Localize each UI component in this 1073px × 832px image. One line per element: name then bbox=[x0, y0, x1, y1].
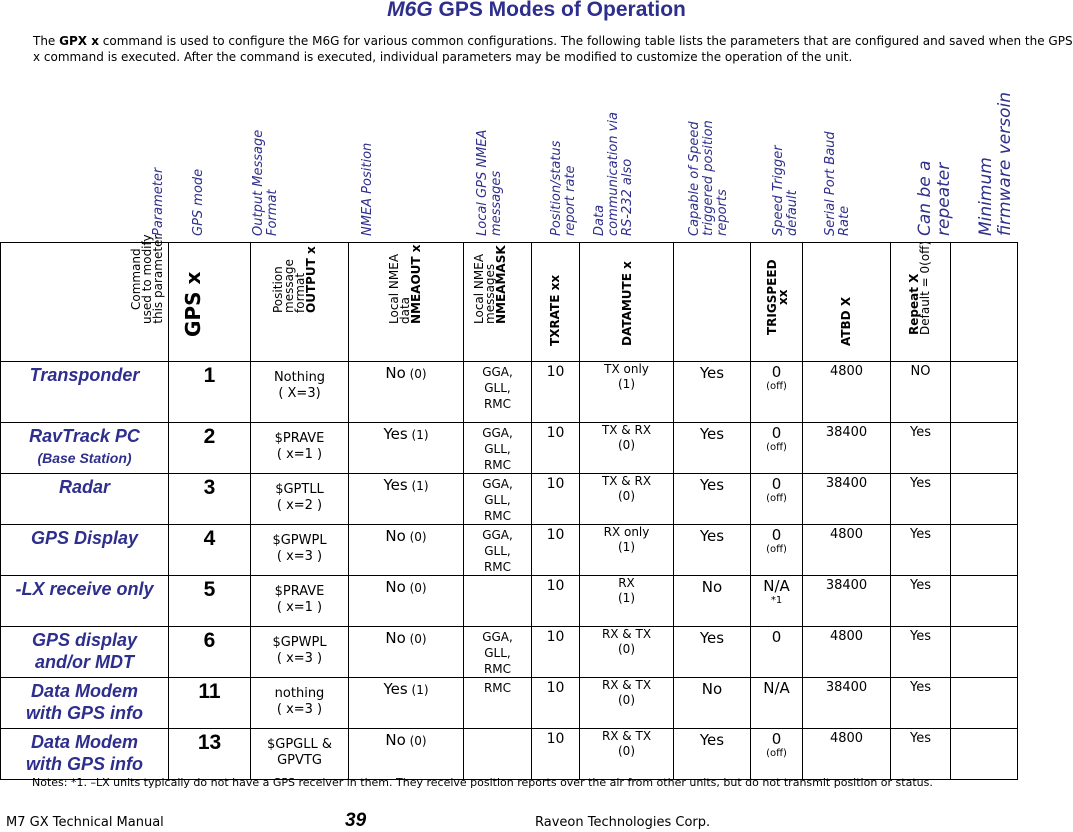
datamute-cell: TX & RX (0) bbox=[580, 474, 674, 525]
nmea-cell: Yes (1) bbox=[349, 423, 464, 474]
mode-cell: Transponder bbox=[1, 362, 169, 423]
header-speed-cap bbox=[674, 243, 751, 362]
intro-post: command is used to configure the M6G for various common configurations. The following table lists the parameters that are configured and saved when the GPS x command is executed. After the command is executed, individual parameters may be modified to customize the operation of the unit. bbox=[33, 34, 1073, 64]
header-nmea: Local NMEA data NMEAOUT x bbox=[349, 243, 464, 362]
header-gps: GPS x bbox=[169, 243, 251, 362]
mode-cell: -LX receive only bbox=[1, 576, 169, 627]
format-cell: $GPGLL & GPVTG bbox=[251, 729, 349, 780]
table-row bbox=[1, 678, 1018, 729]
trigspeed-cell: 0 bbox=[751, 627, 803, 678]
messages-cell: GGA, GLL, RMC bbox=[464, 525, 532, 576]
speed-capable-cell: Yes bbox=[674, 362, 751, 423]
header-fw bbox=[951, 243, 1018, 362]
title-text: GPS Modes of Operation bbox=[438, 0, 686, 21]
messages-cell: RMC bbox=[464, 678, 532, 729]
baud-cell: 4800 bbox=[803, 525, 891, 576]
repeat-cell: Yes bbox=[891, 576, 951, 627]
trigspeed-cell: N/A *1 bbox=[751, 576, 803, 627]
nmea-cell: Yes (1) bbox=[349, 678, 464, 729]
page-title bbox=[0, 0, 1073, 22]
footer-right: Raveon Technologies Corp. bbox=[535, 815, 711, 830]
baud-cell: 4800 bbox=[803, 729, 891, 780]
table-row bbox=[1, 362, 1018, 423]
header-trig: TRIGSPEED xx bbox=[751, 243, 803, 362]
firmware-cell bbox=[951, 525, 1018, 576]
guide-header: Output Message Format bbox=[251, 129, 280, 236]
header-format: Position message format OUTPUT x bbox=[251, 243, 349, 362]
table-row bbox=[1, 423, 1018, 474]
speed-capable-cell: Yes bbox=[674, 525, 751, 576]
page-number: 39 bbox=[345, 810, 367, 831]
nmea-cell: No (0) bbox=[349, 729, 464, 780]
firmware-cell bbox=[951, 627, 1018, 678]
header-baud: ATBD X bbox=[803, 243, 891, 362]
table-row bbox=[1, 576, 1018, 627]
repeat-cell: Yes bbox=[891, 678, 951, 729]
mode-cell: Data Modem with GPS info bbox=[1, 729, 169, 780]
rate-cell: 10 bbox=[532, 423, 580, 474]
baud-cell: 4800 bbox=[803, 627, 891, 678]
gps-number-cell: 5 bbox=[169, 576, 251, 627]
nmea-cell: Yes (1) bbox=[349, 474, 464, 525]
speed-capable-cell: No bbox=[674, 678, 751, 729]
repeat-cell: NO bbox=[891, 362, 951, 423]
firmware-cell bbox=[951, 729, 1018, 780]
repeat-cell: Yes bbox=[891, 729, 951, 780]
footer-left: M7 GX Technical Manual bbox=[6, 815, 164, 830]
notes: Notes: *1. –LX units typically do not have a GPS receiver in them. They receive position reports over the air from other units, but do not transmit position or status. bbox=[32, 776, 933, 789]
rate-cell: 10 bbox=[532, 525, 580, 576]
format-cell: $PRAVE ( x=1 ) bbox=[251, 576, 349, 627]
trigspeed-cell: 0 (off) bbox=[751, 362, 803, 423]
firmware-cell bbox=[951, 423, 1018, 474]
datamute-cell: RX & TX (0) bbox=[580, 627, 674, 678]
speed-capable-cell: No bbox=[674, 576, 751, 627]
baud-cell: 38400 bbox=[803, 678, 891, 729]
trigspeed-cell: 0 (off) bbox=[751, 474, 803, 525]
firmware-cell bbox=[951, 678, 1018, 729]
header-rate: TXRATE xx bbox=[532, 243, 580, 362]
format-cell: nothing ( x=3 ) bbox=[251, 678, 349, 729]
gps-number-cell: 6 bbox=[169, 627, 251, 678]
guide-header: Position/status report rate bbox=[549, 140, 578, 236]
mode-cell: Data Modem with GPS info bbox=[1, 678, 169, 729]
intro-paragraph bbox=[33, 33, 1073, 65]
gps-number-cell: 11 bbox=[169, 678, 251, 729]
guide-header: Minimum firmware versoin bbox=[976, 92, 1015, 236]
repeat-cell: Yes bbox=[891, 423, 951, 474]
datamute-cell: RX & TX (0) bbox=[580, 678, 674, 729]
mode-cell: GPS display and/or MDT bbox=[1, 627, 169, 678]
datamute-cell: RX only (1) bbox=[580, 525, 674, 576]
gps-number-cell: 1 bbox=[169, 362, 251, 423]
guide-header: Local GPS NMEA messages bbox=[475, 129, 504, 236]
baud-cell: 4800 bbox=[803, 362, 891, 423]
messages-cell bbox=[464, 576, 532, 627]
firmware-cell bbox=[951, 576, 1018, 627]
guide-header: Can be a repeater bbox=[915, 160, 954, 236]
speed-capable-cell: Yes bbox=[674, 627, 751, 678]
rate-cell: 10 bbox=[532, 576, 580, 627]
header-repeat: Repeat X Default = 0(off) bbox=[891, 243, 951, 362]
speed-capable-cell: Yes bbox=[674, 474, 751, 525]
repeat-cell: Yes bbox=[891, 525, 951, 576]
firmware-cell bbox=[951, 362, 1018, 423]
nmea-cell: No (0) bbox=[349, 525, 464, 576]
mode-cell: RavTrack PC (Base Station) bbox=[1, 423, 169, 474]
guide-header: Serial Port Baud Rate bbox=[823, 131, 852, 236]
intro-command: GPX x bbox=[59, 34, 99, 48]
title-model: M6G bbox=[387, 0, 433, 21]
header-param: Command used to modify this parameter bbox=[1, 243, 169, 362]
rate-cell: 10 bbox=[532, 362, 580, 423]
intro-pre: The bbox=[33, 34, 60, 48]
gps-number-cell: 4 bbox=[169, 525, 251, 576]
datamute-cell: TX only (1) bbox=[580, 362, 674, 423]
gps-number-cell: 13 bbox=[169, 729, 251, 780]
guide-header: NMEA Position bbox=[360, 142, 375, 236]
gps-number-cell: 2 bbox=[169, 423, 251, 474]
speed-capable-cell: Yes bbox=[674, 729, 751, 780]
guide-header: GPS mode bbox=[191, 168, 206, 236]
messages-cell: GGA, GLL, RMC bbox=[464, 474, 532, 525]
trigspeed-cell: 0 (off) bbox=[751, 729, 803, 780]
rate-cell: 10 bbox=[532, 729, 580, 780]
nmea-cell: No (0) bbox=[349, 576, 464, 627]
table-header-row bbox=[1, 243, 1018, 362]
messages-cell: GGA, GLL, RMC bbox=[464, 362, 532, 423]
trigspeed-cell: N/A bbox=[751, 678, 803, 729]
guide-header: Capable of Speed triggered position reports bbox=[687, 120, 730, 236]
repeat-cell: Yes bbox=[891, 627, 951, 678]
mode-cell: GPS Display bbox=[1, 525, 169, 576]
table-row bbox=[1, 525, 1018, 576]
mode-cell: Radar bbox=[1, 474, 169, 525]
nmea-cell: No (0) bbox=[349, 627, 464, 678]
table-row bbox=[1, 729, 1018, 780]
baud-cell: 38400 bbox=[803, 474, 891, 525]
table-row bbox=[1, 627, 1018, 678]
messages-cell bbox=[464, 729, 532, 780]
nmea-cell: No (0) bbox=[349, 362, 464, 423]
header-msgs: Local NMEA messages NMEAMASK bbox=[464, 243, 532, 362]
guide-header: Parameter bbox=[151, 167, 166, 236]
header-datamute: DATAMUTE x bbox=[580, 243, 674, 362]
rate-cell: 10 bbox=[532, 678, 580, 729]
datamute-cell: TX & RX (0) bbox=[580, 423, 674, 474]
baud-cell: 38400 bbox=[803, 423, 891, 474]
format-cell: $GPWPL ( x=3 ) bbox=[251, 627, 349, 678]
datamute-cell: RX (1) bbox=[580, 576, 674, 627]
guide-header: Data communication via RS-232 also bbox=[592, 112, 635, 236]
messages-cell: GGA, GLL, RMC bbox=[464, 423, 532, 474]
format-cell: $GPTLL ( x=2 ) bbox=[251, 474, 349, 525]
format-cell: Nothing ( X=3) bbox=[251, 362, 349, 423]
format-cell: $GPWPL ( x=3 ) bbox=[251, 525, 349, 576]
table-row bbox=[1, 474, 1018, 525]
baud-cell: 38400 bbox=[803, 576, 891, 627]
datamute-cell: RX & TX (0) bbox=[580, 729, 674, 780]
gps-number-cell: 3 bbox=[169, 474, 251, 525]
speed-capable-cell: Yes bbox=[674, 423, 751, 474]
trigspeed-cell: 0 (off) bbox=[751, 525, 803, 576]
format-cell: $PRAVE ( x=1 ) bbox=[251, 423, 349, 474]
rate-cell: 10 bbox=[532, 627, 580, 678]
messages-cell: GGA, GLL, RMC bbox=[464, 627, 532, 678]
firmware-cell bbox=[951, 474, 1018, 525]
guide-header: Speed Trigger default bbox=[771, 145, 800, 236]
modes-table bbox=[0, 234, 1018, 780]
trigspeed-cell: 0 (off) bbox=[751, 423, 803, 474]
rate-cell: 10 bbox=[532, 474, 580, 525]
repeat-cell: Yes bbox=[891, 474, 951, 525]
